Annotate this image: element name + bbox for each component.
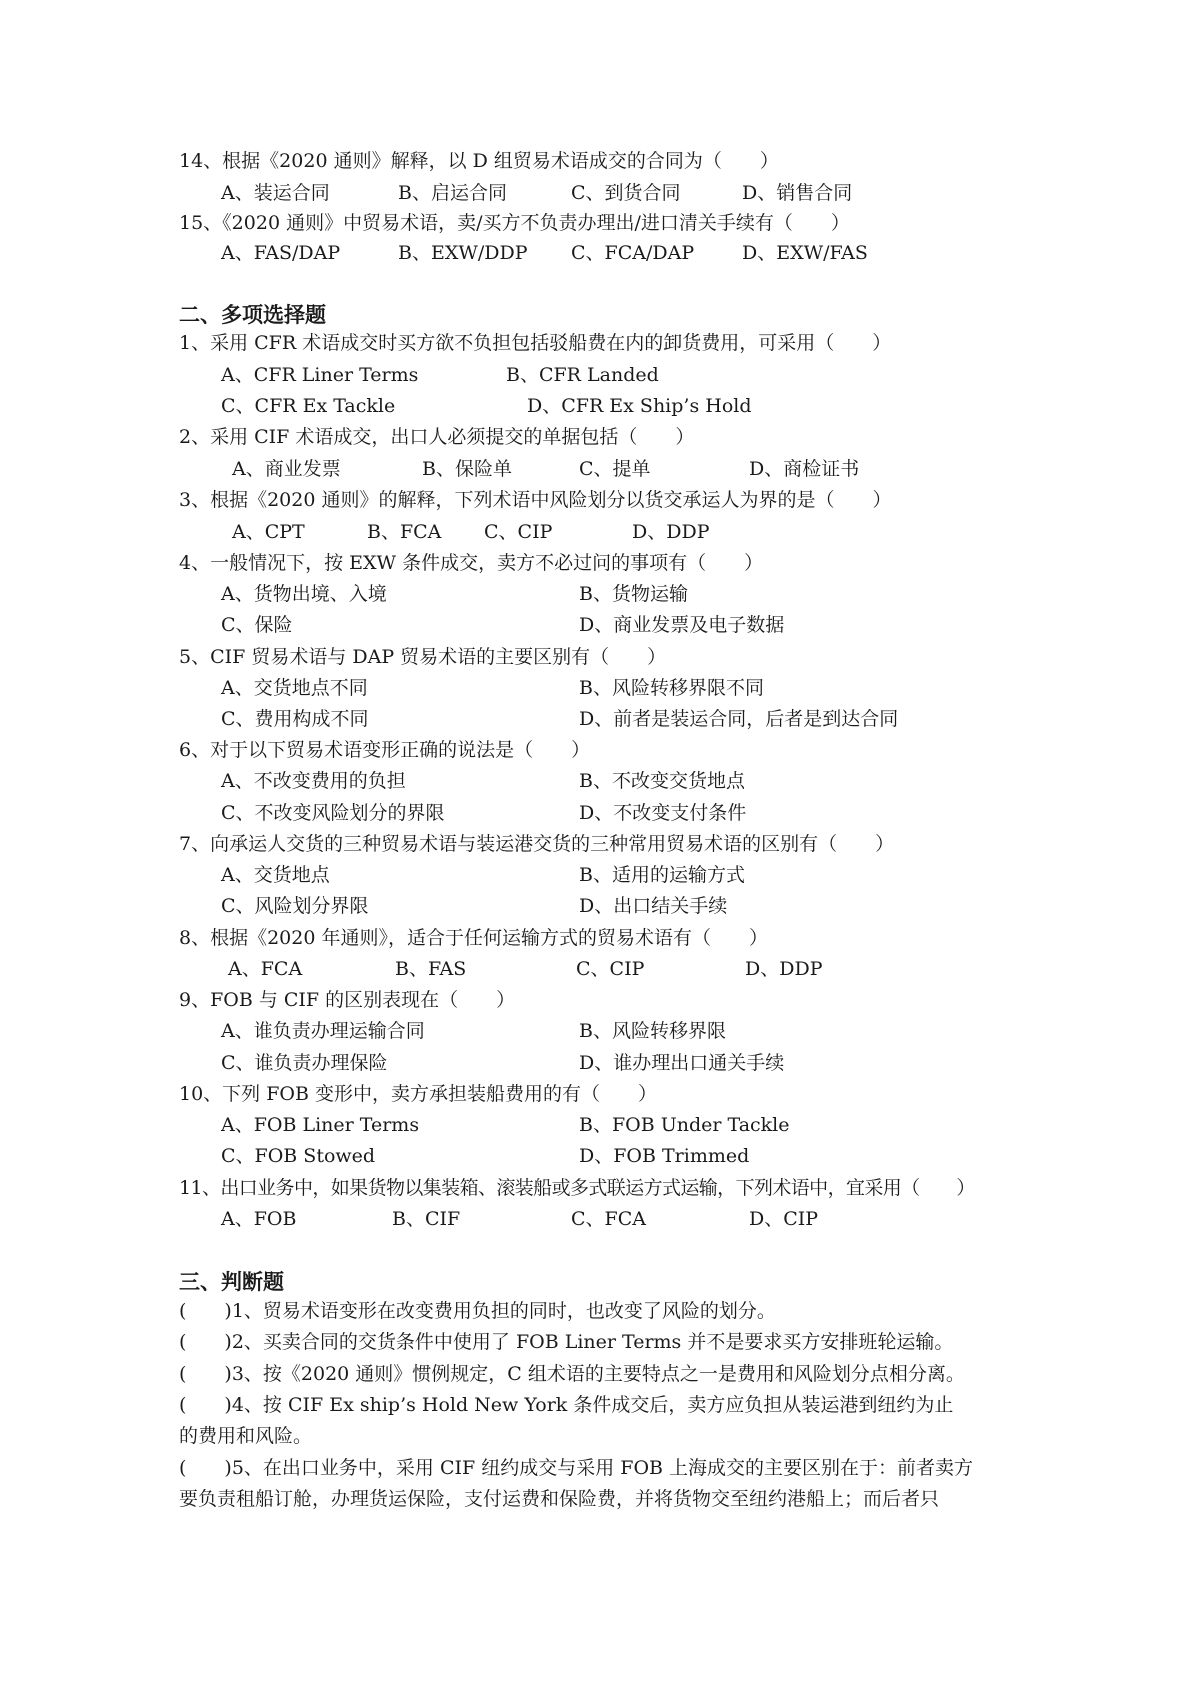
tf-item-5: ( )5、在出口业务中，采用 CIF 纽约成交与采用 FOB 上海成交的主要区别在于：前者卖方 bbox=[179, 1457, 974, 1479]
mc11-option-c: C、FCA bbox=[571, 1208, 646, 1230]
mc3-option-c: C、CIP bbox=[484, 521, 553, 543]
mc-question-9-stem: 9、FOB 与 CIF 的区别表现在（ ） bbox=[179, 989, 516, 1011]
mc2-option-a: A、商业发票 bbox=[232, 458, 341, 480]
mc6-option-b: B、不改变交货地点 bbox=[579, 770, 745, 792]
mc3-option-d: D、DDP bbox=[632, 521, 710, 543]
section-3-heading: 三、判断题 bbox=[179, 1270, 284, 1294]
mc1-option-d: D、CFR Ex Ship’s Hold bbox=[527, 395, 752, 417]
mc2-option-c: C、提单 bbox=[579, 458, 651, 480]
q15-option-b: B、EXW/DDP bbox=[398, 242, 528, 264]
mc9-option-c: C、谁负责办理保险 bbox=[221, 1052, 388, 1074]
tf-item-3: ( )3、按《2020 通则》惯例规定，C 组术语的主要特点之一是费用和风险划分点相分离。 bbox=[179, 1363, 965, 1385]
mc10-option-a: A、FOB Liner Terms bbox=[221, 1114, 420, 1136]
tf-item-4-continued: 的费用和风险。 bbox=[179, 1425, 313, 1447]
mc-question-3-stem: 3、根据《2020 通则》的解释，下列术语中风险划分以货交承运人为界的是（ ） bbox=[179, 489, 892, 511]
mc7-option-a: A、交货地点 bbox=[221, 864, 330, 886]
mc8-option-b: B、FAS bbox=[395, 958, 467, 980]
mc11-option-d: D、CIP bbox=[749, 1208, 819, 1230]
q14-option-d: D、销售合同 bbox=[742, 182, 853, 204]
tf-item-2: ( )2、买卖合同的交货条件中使用了 FOB Liner Terms 并不是要求买方安排班轮运输。 bbox=[179, 1331, 954, 1353]
mc5-option-c: C、费用构成不同 bbox=[221, 708, 369, 730]
mc-question-10-stem: 10、下列 FOB 变形中，卖方承担装船费用的有（ ） bbox=[179, 1083, 657, 1105]
tf-item-4: ( )4、按 CIF Ex ship’s Hold New York 条件成交后，卖方应负担从装运港到纽约为止 bbox=[179, 1394, 954, 1416]
q15-option-a: A、FAS/DAP bbox=[221, 242, 341, 264]
q15-option-c: C、FCA/DAP bbox=[571, 242, 695, 264]
mc5-option-b: B、风险转移界限不同 bbox=[579, 677, 764, 699]
mc-question-2-stem: 2、采用 CIF 术语成交，出口人必须提交的单据包括（ ） bbox=[179, 426, 695, 448]
section-2-heading: 二、多项选择题 bbox=[179, 303, 326, 327]
mc7-option-d: D、出口结关手续 bbox=[579, 895, 728, 917]
q14-option-b: B、启运合同 bbox=[398, 182, 507, 204]
mc4-option-c: C、保险 bbox=[221, 614, 293, 636]
mc2-option-b: B、保险单 bbox=[422, 458, 512, 480]
mc3-option-b: B、FCA bbox=[367, 521, 442, 543]
mc-question-11-stem: 11、出口业务中，如果货物以集装箱、滚装船或多式联运方式运输，下列术语中，宜采用（ ） bbox=[179, 1177, 975, 1199]
mc6-option-d: D、不改变支付条件 bbox=[579, 802, 747, 824]
mc5-option-a: A、交货地点不同 bbox=[221, 677, 368, 699]
q15-option-d: D、EXW/FAS bbox=[742, 242, 868, 264]
mc10-option-b: B、FOB Under Tackle bbox=[579, 1114, 790, 1136]
mc5-option-d: D、前者是装运合同，后者是到达合同 bbox=[579, 708, 899, 730]
question-15-stem: 15、《2020 通则》中贸易术语，卖/买方不负责办理出/进口清关手续有（ ） bbox=[179, 212, 850, 234]
mc11-option-a: A、FOB bbox=[221, 1208, 297, 1230]
mc4-option-a: A、货物出境、入境 bbox=[221, 583, 387, 605]
mc2-option-d: D、商检证书 bbox=[749, 458, 860, 480]
mc3-option-a: A、CPT bbox=[232, 521, 305, 543]
mc-question-5-stem: 5、CIF 贸易术语与 DAP 贸易术语的主要区别有（ ） bbox=[179, 646, 667, 668]
tf-item-1: ( )1、贸易术语变形在改变费用负担的同时，也改变了风险的划分。 bbox=[179, 1300, 776, 1322]
mc9-option-b: B、风险转移界限 bbox=[579, 1020, 726, 1042]
mc-question-1-stem: 1、采用 CFR 术语成交时买方欲不负担包括驳船费在内的卸货费用，可采用（ ） bbox=[179, 332, 892, 354]
mc7-option-b: B、适用的运输方式 bbox=[579, 864, 745, 886]
mc10-option-c: C、FOB Stowed bbox=[221, 1145, 376, 1167]
mc7-option-c: C、风险划分界限 bbox=[221, 895, 369, 917]
mc-question-6-stem: 6、对于以下贸易术语变形正确的说法是（ ） bbox=[179, 739, 591, 761]
mc10-option-d: D、FOB Trimmed bbox=[579, 1145, 750, 1167]
mc-question-7-stem: 7、向承运人交货的三种贸易术语与装运港交货的三种常用贸易术语的区别有（ ） bbox=[179, 833, 895, 855]
q14-option-c: C、到货合同 bbox=[571, 182, 681, 204]
mc8-option-d: D、DDP bbox=[745, 958, 823, 980]
mc6-option-c: C、不改变风险划分的界限 bbox=[221, 802, 445, 824]
mc9-option-d: D、谁办理出口通关手续 bbox=[579, 1052, 785, 1074]
mc11-option-b: B、CIF bbox=[392, 1208, 461, 1230]
tf-item-5-continued: 要负责租船订舱，办理货运保险，支付运费和保险费，并将货物交至纽约港船上；而后者只 bbox=[179, 1488, 940, 1510]
q14-option-a: A、装运合同 bbox=[221, 182, 330, 204]
mc4-option-d: D、商业发票及电子数据 bbox=[579, 614, 785, 636]
mc8-option-c: C、CIP bbox=[576, 958, 645, 980]
mc1-option-c: C、CFR Ex Tackle bbox=[221, 395, 396, 417]
mc4-option-b: B、货物运输 bbox=[579, 583, 688, 605]
mc8-option-a: A、FCA bbox=[228, 958, 303, 980]
mc-question-4-stem: 4、一般情况下，按 EXW 条件成交，卖方不必过问的事项有（ ） bbox=[179, 552, 764, 574]
question-14-stem: 14、根据《2020 通则》解释，以 D 组贸易术语成交的合同为（ ） bbox=[179, 150, 779, 172]
mc1-option-b: B、CFR Landed bbox=[506, 364, 659, 386]
mc6-option-a: A、不改变费用的负担 bbox=[221, 770, 406, 792]
mc1-option-a: A、CFR Liner Terms bbox=[221, 364, 419, 386]
mc-question-8-stem: 8、根据《2020 年通则》，适合于任何运输方式的贸易术语有（ ） bbox=[179, 927, 768, 949]
mc9-option-a: A、谁负责办理运输合同 bbox=[221, 1020, 425, 1042]
